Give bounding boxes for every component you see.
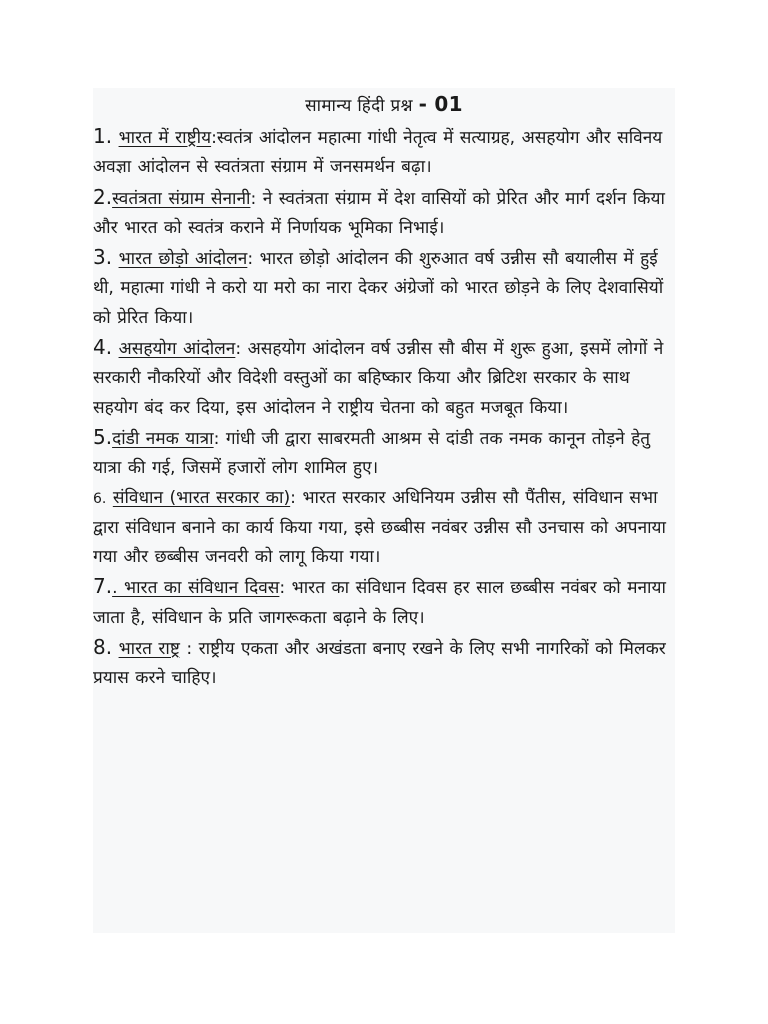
item-heading: भारत में राष्ट्रीय bbox=[118, 128, 212, 148]
item-number: 8. bbox=[93, 635, 113, 660]
item-number: 1. bbox=[93, 124, 113, 148]
item-heading: भारत छोड़ो आंदोलन bbox=[118, 249, 248, 270]
item-number: 6. bbox=[93, 490, 107, 507]
item-body: ने स्वतंत्रता संग्राम में देश वासियों को प्रेरित और मार्ग दर्शन किया और भारत को स्वतंत्र कराने में निर्णायक भूमिका निभाई। bbox=[93, 188, 665, 238]
item-body: : राष्ट्रीय एकता और अखंडता बनाए रखने के लिए सभी नागरिकों को मिलकर प्रयास करने चाहिए। bbox=[93, 639, 666, 689]
item-number: 3. bbox=[93, 245, 113, 270]
list-item-6: 6. संविधान (भारत सरकार का): भारत सरकार अधिनियम उन्नीस सौ पैंतीस, संविधान सभा द्वारा संविधान बनाने का कार्य किया गया, इसे छब्बीस नवंबर उन्नीस सौ उनचास को अपनाया गया और छब्बीस जनवरी को लागू किया गया। bbox=[93, 487, 666, 568]
item-heading: दांडी नमक यात्रा bbox=[112, 428, 214, 449]
item-number: 2. bbox=[93, 184, 113, 209]
list-item-1: 1. भारत में राष्ट्रीय:स्वतंत्र आंदोलन महात्मा गांधी नेतृत्व में सत्याग्रह, असहयोग और सविनय अवज्ञा आंदोलन से स्वतंत्रता संग्राम में जनसमर्थन बढ़ा। bbox=[93, 124, 663, 178]
item-number: 5. bbox=[93, 424, 113, 449]
item-heading: असहयोग आंदोलन bbox=[118, 339, 236, 360]
item-heading: स्वतंत्रता संग्राम सेनानी bbox=[112, 188, 251, 209]
item-body: गांधी जी द्वारा साबरमती आश्रम से दांडी तक नमक कानून तोड़ने हेतु यात्रा की गई, जिसमें हजारों लोग शामिल हुए। bbox=[93, 428, 651, 479]
item-body: भारत का संविधान दिवस हर साल छब्बीस नवंबर को मनाया जाता है, संविधान के प्रति जागरूकता बढ़ाने के लिए। bbox=[93, 578, 666, 628]
item-number: 7. bbox=[93, 574, 113, 599]
list-item-2: 2.स्वतंत्रता संग्राम सेनानी: ने स्वतंत्रता संग्राम में देश वासियों को प्रेरित और मार्ग दर्शन किया और भारत को स्वतंत्र कराने में निर्णायक भूमिका निभाई। bbox=[93, 184, 665, 238]
title-text: सामान्य हिंदी प्रश्न bbox=[305, 96, 413, 116]
title-number: - 01 bbox=[418, 92, 463, 116]
item-heading: संविधान (भारत सरकार का) bbox=[112, 487, 291, 508]
item-body: असहयोग आंदोलन वर्ष उन्नीस सौ बीस में शुरू हुआ, इसमें लोगों ने सरकारी नौकरियों और विदेशी वस्तुओं का बहिष्कार किया और ब्रिटिश सरकार के साथ सहयोग बंद कर दिया, इस आंदोलन ने राष्ट्रीय चेतना को बहुत मजबूत किया। bbox=[93, 339, 664, 418]
item-body: भारत छोड़ो आंदोलन की शुरुआत वर्ष उन्नीस सौ बयालीस में हुई थी, महात्मा गांधी ने करो या मरो का नारा देकर अंग्रेजों को भारत छोड़ने के लिए देशवासियों को प्रेरित किया। bbox=[93, 249, 664, 328]
list-item-5: 5.दांडी नमक यात्रा: गांधी जी द्वारा साबरमती आश्रम से दांडी तक नमक कानून तोड़ने हेतु यात्रा की गई, जिसमें हजारों लोग शामिल हुए। bbox=[93, 424, 651, 479]
list-item-8 bbox=[93, 633, 675, 694]
list-item-7: 7.. भारत का संविधान दिवस: भारत का संविधान दिवस हर साल छब्बीस नवंबर को मनाया जाता है, संविधान के प्रति जागरूकता बढ़ाने के लिए। bbox=[93, 574, 666, 628]
item-number: 4. bbox=[93, 335, 113, 360]
item-body: भारत सरकार अधिनियम उन्नीस सौ पैंतीस, संविधान सभा द्वारा संविधान बनाने का कार्य किया गया, इसे छब्बीस नवंबर उन्नीस सौ उनचास को अपनाया गया और छब्बीस जनवरी को लागू किया गया। bbox=[93, 487, 666, 568]
list-item-3: 3. भारत छोड़ो आंदोलन: भारत छोड़ो आंदोलन की शुरुआत वर्ष उन्नीस सौ बयालीस में हुई थी, महात्मा गांधी ने करो या मरो का नारा देकर अंग्रेजों को भारत छोड़ने के लिए देशवासियों को प्रेरित किया। bbox=[93, 245, 664, 328]
document-body bbox=[93, 90, 675, 694]
item-body: स्वतंत्र आंदोलन महात्मा गांधी नेतृत्व में सत्याग्रह, असहयोग और सविनय अवज्ञा आंदोलन से स्वतंत्रता संग्राम में जनसमर्थन बढ़ा। bbox=[93, 128, 663, 178]
item-heading: भारत राष्ट्र bbox=[118, 639, 180, 660]
list-item-4: 4. असहयोग आंदोलन: असहयोग आंदोलन वर्ष उन्नीस सौ बीस में शुरू हुआ, इसमें लोगों ने सरकारी नौकरियों और विदेशी वस्तुओं का बहिष्कार किया और ब्रिटिश सरकार के साथ सहयोग बंद कर दिया, इस आंदोलन ने राष्ट्रीय चेतना को बहुत मजबूत किया। bbox=[93, 335, 664, 418]
item-heading: . भारत का संविधान दिवस bbox=[112, 578, 280, 599]
document-title bbox=[93, 90, 675, 120]
